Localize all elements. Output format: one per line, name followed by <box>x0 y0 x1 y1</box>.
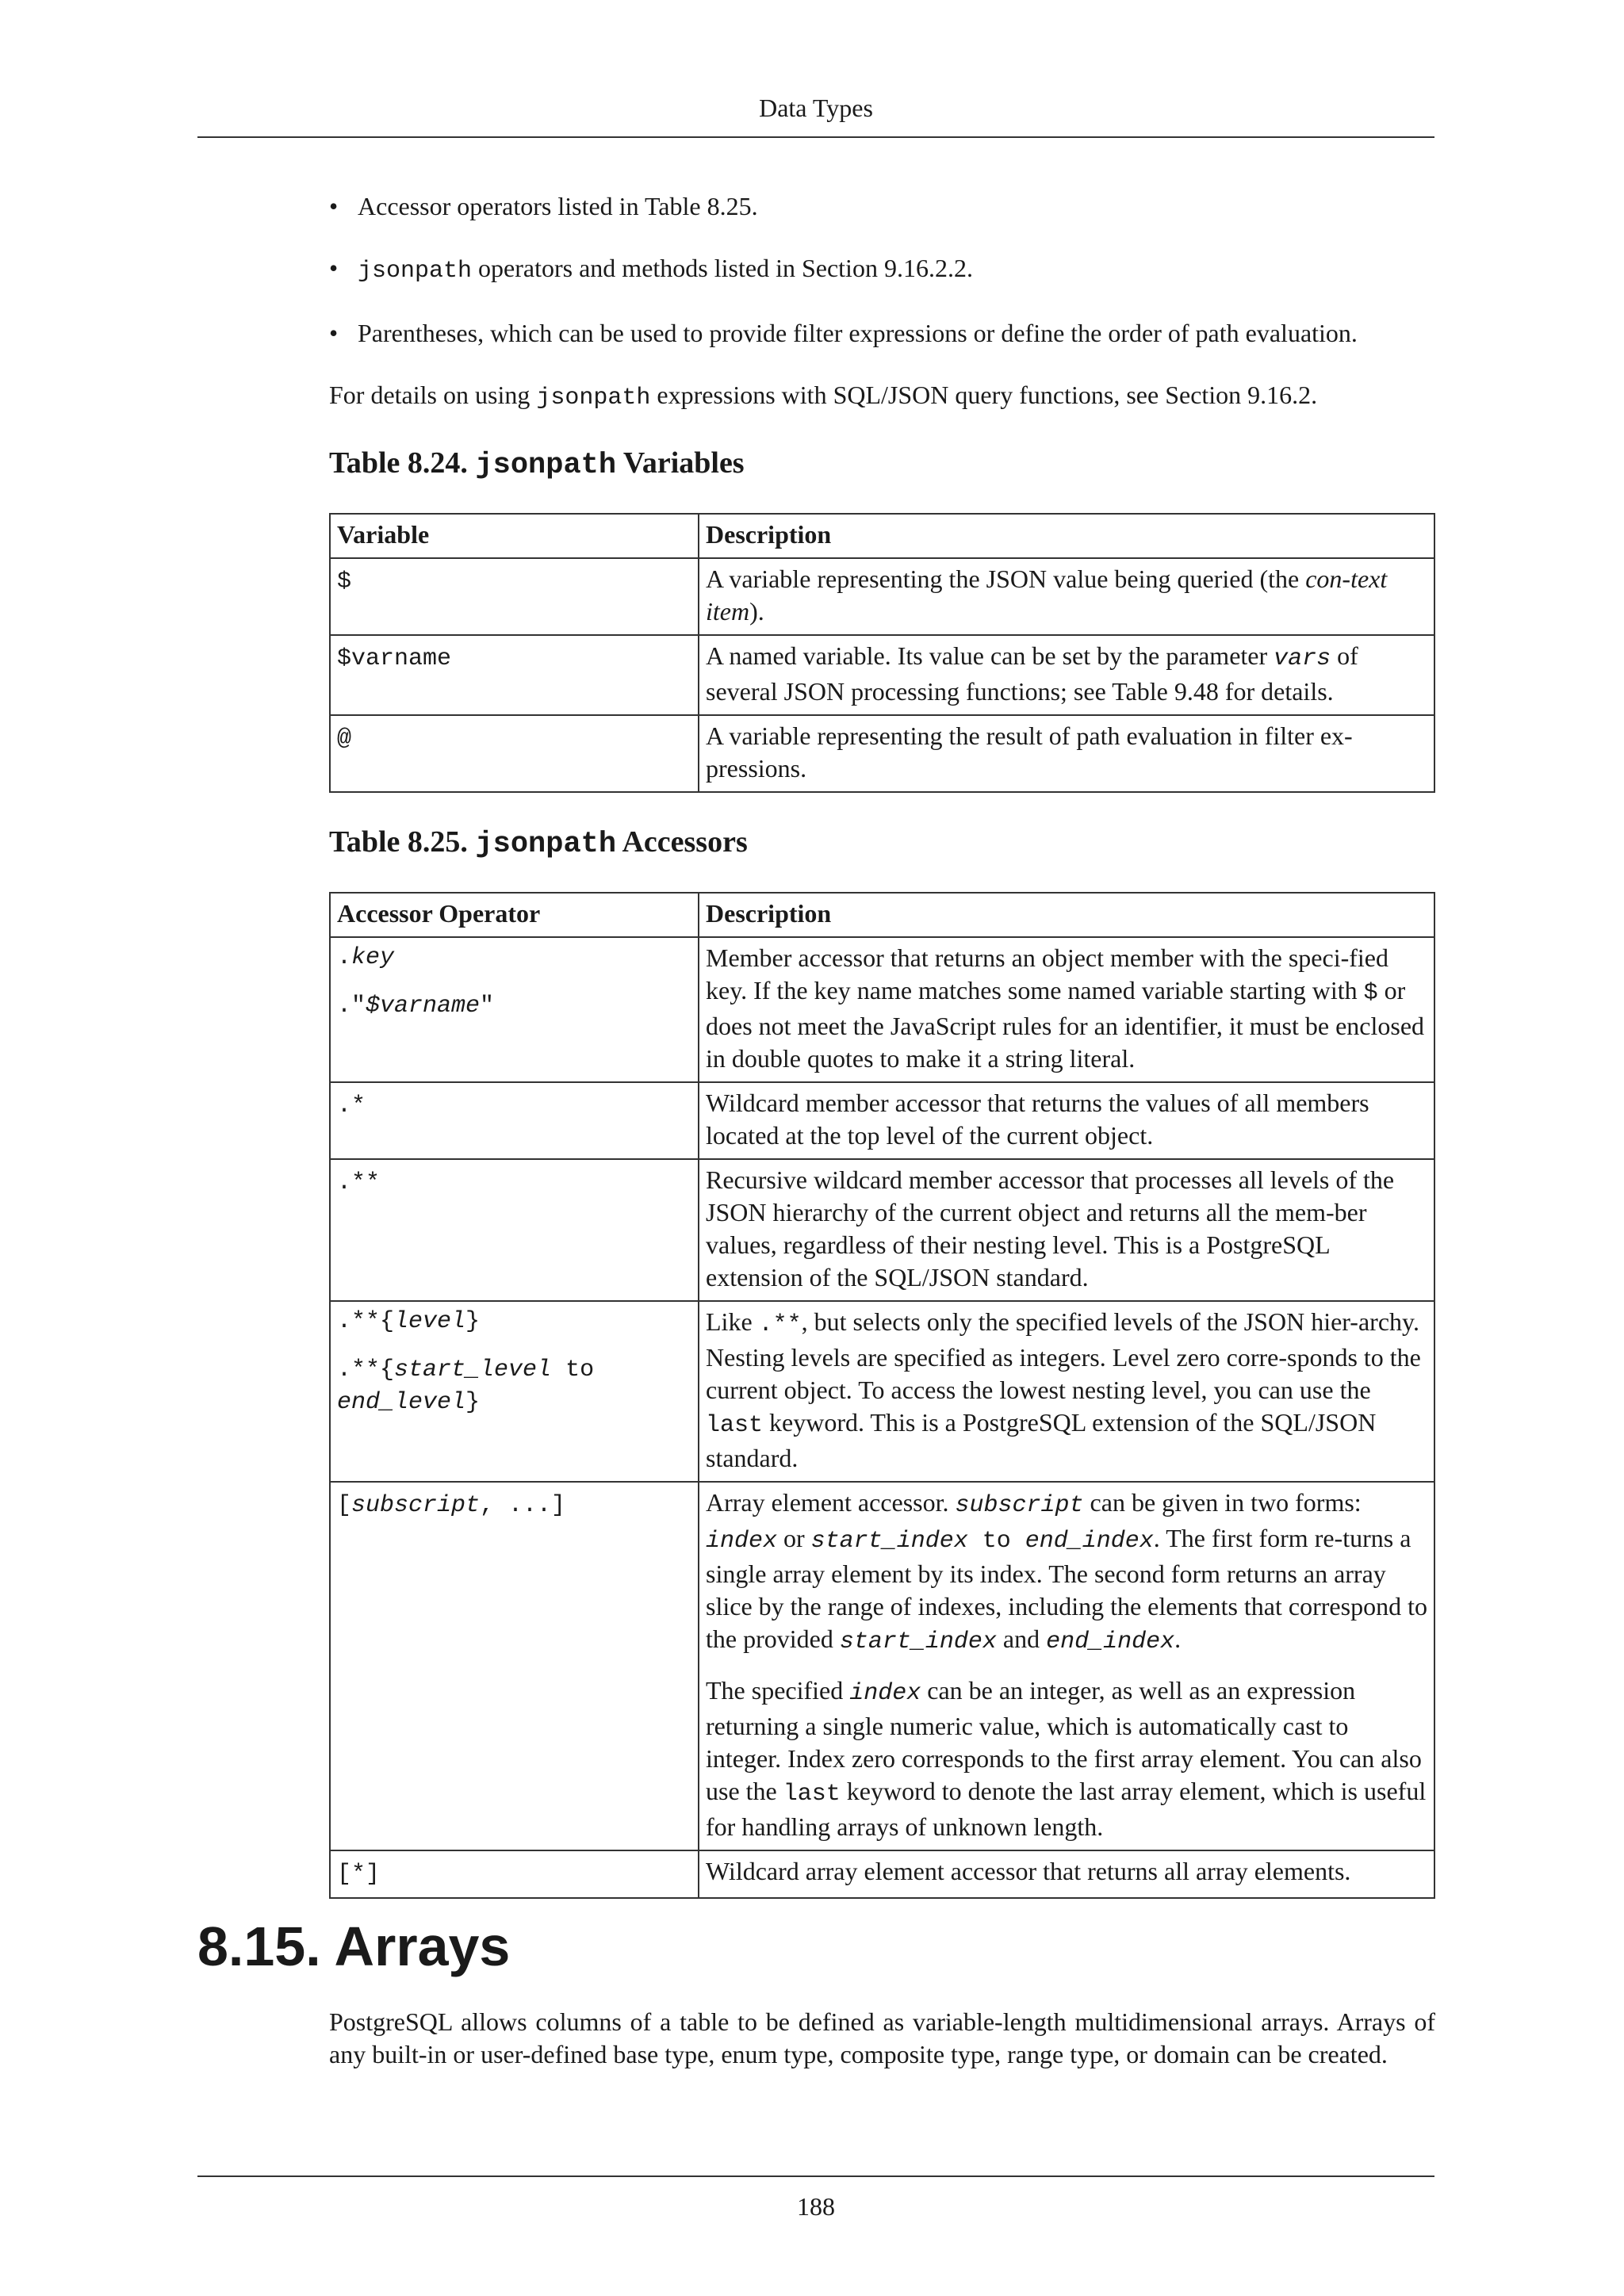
table-cell: $ <box>330 558 699 635</box>
table-cell: .* <box>330 1082 699 1159</box>
table-row <box>330 715 1434 792</box>
table-row <box>330 558 1434 635</box>
table-cell: .key ."$varname" <box>330 937 699 1082</box>
table-row <box>330 1159 1434 1301</box>
table-cell: Wildcard member accessor that returns the values of all members located at the top level of the current object. <box>699 1082 1434 1159</box>
list-item: • jsonpath operators and methods listed in Section 9.16.2.2. <box>329 254 973 285</box>
section-paragraph: PostgreSQL allows columns of a table to be defined as variable-length multidimensional arrays. Arrays of any built-in or user-defined base type, enum type, composite type, range type, or domain can be created. <box>329 2007 1435 2068</box>
bullet-list <box>329 190 1435 349</box>
table-title: Table 8.25. jsonpath Accessors <box>329 825 748 861</box>
main-content <box>329 190 1435 1931</box>
table-row <box>330 937 1434 1082</box>
table-row <box>330 635 1434 715</box>
table-cell: A named variable. Its value can be set by the parameter vars of several JSON processing functions; see Table 9.48 for details. <box>699 635 1434 715</box>
bullet-icon: • <box>329 192 339 220</box>
table-header-row <box>330 893 1434 937</box>
table-cell: Wildcard array element accessor that returns all array elements. <box>699 1850 1434 1898</box>
table-cell: [*] <box>330 1850 699 1898</box>
table-cell: $varname <box>330 635 699 715</box>
table-header-row <box>330 514 1434 558</box>
table-cell: Like .**, but selects only the specified levels of the JSON hier-archy. Nesting levels are specified as integers. Level zero corre-sponds to the current object. To access the lowest nesting level, you can use the last keyword. This is a PostgreSQL extension of the SQL/JSON standard. <box>699 1301 1434 1482</box>
bullet-icon: • <box>329 319 339 347</box>
table-cell: @ <box>330 715 699 792</box>
footer-rule <box>197 2175 1434 2177</box>
table-cell: Array element accessor. subscript can be given in two forms: index or start_index to end_index. The first form re-turns a single array element by its index. The second form returns an array slice by the range of indexes, including the elements that correspond to the provided start_index and end_index. The specified index can be an integer, as well as an expression returning a single numeric value, which is automatically cast to integer. Index zero corresponds to the first array element. You can also use the last keyword to denote the last array element, which is useful for handling arrays of unknown length. <box>699 1482 1434 1850</box>
table-row <box>330 1482 1434 1850</box>
running-header: Data Types <box>759 94 873 122</box>
list-item: • Accessor operators listed in Table 8.25. <box>329 192 758 220</box>
header-rule <box>197 136 1434 138</box>
column-header: Accessor Operator <box>330 893 699 937</box>
table-row <box>330 1082 1434 1159</box>
table-cell: [subscript, ...] <box>330 1482 699 1850</box>
table-cell: Recursive wildcard member accessor that processes all levels of the JSON hierarchy of the current object and returns all the mem-ber values, regardless of their nesting level. This is a PostgreSQL extension of the SQL/JSON standard. <box>699 1159 1434 1301</box>
section-heading: 8.15. Arrays <box>197 1915 511 1977</box>
details-paragraph: For details on using jsonpath expressions with SQL/JSON query functions, see Section 9.16.2. <box>329 381 1318 411</box>
table-cell: Member accessor that returns an object member with the speci-fied key. If the key name matches some named variable starting with $ or does not meet the JavaScript rules for an identifier, it must be enclosed in double quotes to make it a string literal. <box>699 937 1434 1082</box>
jsonpath-accessors-table <box>329 892 1435 1899</box>
table-cell: A variable representing the result of path evaluation in filter ex-pressions. <box>699 715 1434 792</box>
page-number: 188 <box>797 2192 835 2221</box>
column-header: Description <box>699 893 1434 937</box>
table-row <box>330 1850 1434 1898</box>
bullet-icon: • <box>329 254 339 282</box>
column-header: Variable <box>330 514 699 558</box>
jsonpath-variables-table <box>329 513 1435 793</box>
table-cell: A variable representing the JSON value being queried (the con-text item). <box>699 558 1434 635</box>
list-item: • Parentheses, which can be used to provide filter expressions or define the order of path evaluation. <box>329 319 1358 347</box>
table-cell: .** <box>330 1159 699 1301</box>
column-header: Description <box>699 514 1434 558</box>
table-row <box>330 1301 1434 1482</box>
table-title: Table 8.24. jsonpath Variables <box>329 446 745 482</box>
table-cell: .**{level} .**{start_level to end_level} <box>330 1301 699 1482</box>
